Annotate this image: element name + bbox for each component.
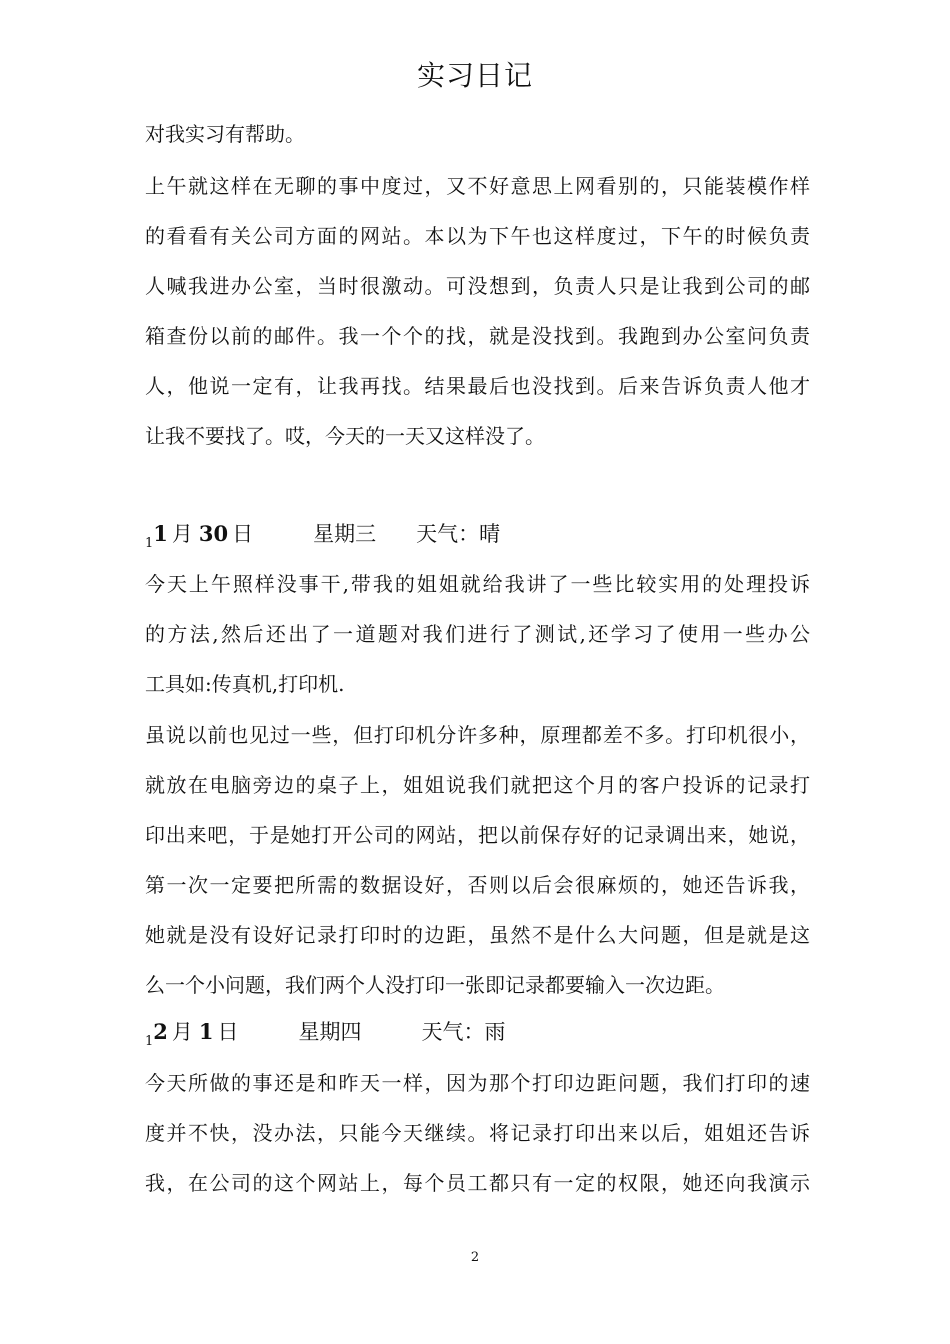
heading-day-unit: 日 — [232, 522, 254, 546]
text-line: 今天所做的事还是和昨天一样，因为那个打印边距问题，我们打印的速 — [145, 1071, 810, 1095]
text-line: 工具如:传真机,打印机. — [145, 672, 345, 696]
heading-month-unit: 月 — [171, 1020, 193, 1044]
text-line: 印出来吧，于是她打开公司的网站，把以前保存好的记录调出来，她说， — [145, 823, 810, 847]
text-line: 虽说以前也见过一些，但打印机分许多种，原理都差不多。打印机很小， — [145, 723, 810, 747]
text-line: 我，在公司的这个网站上，每个员工都只有一定的权限，她还向我演示 — [145, 1171, 810, 1195]
text-line: 第一次一定要把所需的数据设好，否则以后会很麻烦的，她还告诉我， — [145, 873, 810, 897]
text-line: 箱查份以前的邮件。我一个个的找，就是没找到。我跑到办公室问负责 — [145, 324, 810, 348]
text-line: 的方法,然后还出了一道题对我们进行了测试,还学习了使用一些办公 — [145, 622, 810, 646]
heading-weekday: 星期三 — [313, 522, 377, 546]
diary-entry-heading — [145, 1017, 506, 1057]
text-line: 对我实习有帮助。 — [145, 122, 305, 146]
heading-month: 1 — [153, 521, 168, 546]
page-number: 2 — [470, 1250, 480, 1265]
text-line: 她就是没有设好记录打印时的边距，虽然不是什么大问题，但是就是这 — [145, 923, 810, 947]
page-title: 实习日记 — [416, 59, 533, 92]
heading-month: 2 — [153, 1019, 168, 1044]
text-line: 度并不快，没办法，只能今天继续。将记录打印出来以后，姐姐还告诉 — [145, 1121, 810, 1145]
heading-marker: 1 — [145, 1034, 154, 1049]
text-line: 今天上午照样没事干,带我的姐姐就给我讲了一些比较实用的处理投诉 — [145, 572, 810, 596]
heading-weather: 天气：雨 — [421, 1020, 506, 1044]
heading-day-unit: 日 — [217, 1020, 239, 1044]
heading-weather: 天气：晴 — [416, 522, 501, 546]
text-line: 么一个小问题，我们两个人没打印一张即记录都要输入一次边距。 — [145, 973, 725, 997]
diary-entry-heading — [145, 519, 500, 559]
text-line: 就放在电脑旁边的桌子上，姐姐说我们就把这个月的客户投诉的记录打 — [145, 773, 810, 797]
text-line: 让我不要找了。哎，今天的一天又这样没了。 — [145, 424, 545, 448]
heading-day: 30 — [198, 521, 229, 546]
heading-month-unit: 月 — [171, 522, 193, 546]
text-line: 上午就这样在无聊的事中度过，又不好意思上网看别的，只能装模作样 — [145, 174, 810, 198]
text-line: 人喊我进办公室，当时很激动。可没想到，负责人只是让我到公司的邮 — [145, 274, 810, 298]
heading-marker: 1 — [145, 536, 154, 551]
text-line: 人，他说一定有，让我再找。结果最后也没找到。后来告诉负责人他才 — [145, 374, 810, 398]
text-line: 的看看有关公司方面的网站。本以为下午也这样度过，下午的时候负责 — [145, 224, 810, 248]
heading-weekday: 星期四 — [298, 1020, 362, 1044]
heading-day: 1 — [198, 1019, 214, 1044]
